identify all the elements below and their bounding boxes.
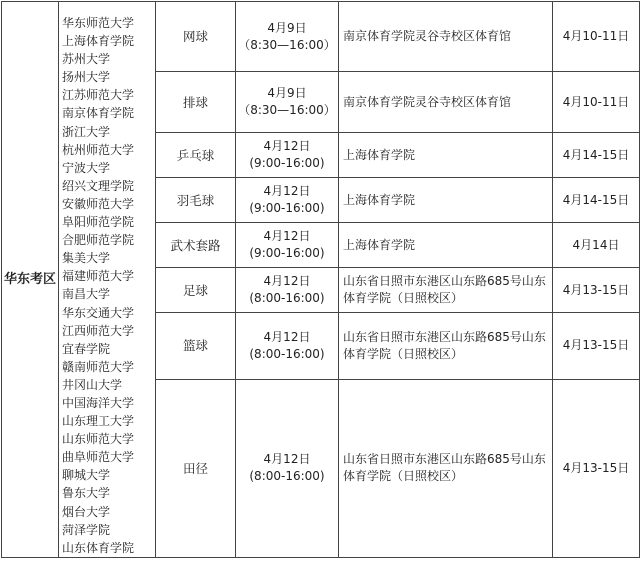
venue-cell: 南京体育学院灵谷寺校区体育馆 xyxy=(339,2,553,72)
exam-dates-cell: 4月13-15日 xyxy=(553,379,640,557)
exam-dates-cell: 4月10-11日 xyxy=(553,2,640,72)
school-name: 合肥师范学院 xyxy=(62,233,135,248)
school-name: 华东交通大学 xyxy=(62,305,135,320)
school-name: 集美大学 xyxy=(62,251,111,266)
school-name: 阜阳师范学院 xyxy=(62,215,135,230)
school-name: 鲁东大学 xyxy=(62,486,111,501)
school-name: 宜春学院 xyxy=(62,341,111,356)
school-list-cell xyxy=(59,2,156,558)
school-name: 华东师范大学 xyxy=(62,16,135,30)
venue-cell: 上海体育学院 xyxy=(339,178,553,223)
venue-cell: 山东省日照市东港区山东路685号山东体育学院（日照校区） xyxy=(339,313,553,379)
school-name: 山东理工大学 xyxy=(62,414,135,429)
exam-dates-cell: 4月14日 xyxy=(553,223,640,268)
time-text: （8:30—16:00） xyxy=(238,103,336,118)
sport-cell: 田径 xyxy=(156,379,236,557)
date-text: 4月9日 xyxy=(267,86,307,101)
school-name: 南昌大学 xyxy=(62,287,111,302)
school-name: 绍兴文理学院 xyxy=(62,178,135,193)
time-text: (8:00-16:00) xyxy=(249,291,325,306)
venue-cell: 上海体育学院 xyxy=(339,133,553,178)
school-name: 安徽师范大学 xyxy=(62,196,135,211)
school-name: 江苏师范大学 xyxy=(62,88,135,103)
date-text: 4月12日 xyxy=(263,329,311,344)
school-name: 井冈山大学 xyxy=(62,377,123,392)
school-name: 福建师范大学 xyxy=(62,269,135,284)
venue-cell: 山东省日照市东港区山东路685号山东体育学院（日照校区） xyxy=(339,268,553,313)
date-text: 4月12日 xyxy=(263,229,311,244)
time-cell xyxy=(236,268,339,313)
school-name: 浙江大学 xyxy=(62,124,111,139)
time-text: (9:00-16:00) xyxy=(249,201,325,216)
time-cell xyxy=(236,223,339,268)
school-name: 扬州大学 xyxy=(62,70,111,85)
time-cell xyxy=(236,379,339,557)
sport-cell: 篮球 xyxy=(156,313,236,379)
time-cell xyxy=(236,2,339,72)
time-cell xyxy=(236,178,339,223)
school-name: 山东师范大学 xyxy=(62,432,135,447)
exam-dates-cell: 4月13-15日 xyxy=(553,268,640,313)
sport-cell: 足球 xyxy=(156,268,236,313)
sport-cell: 武术套路 xyxy=(156,223,236,268)
school-name: 苏州大学 xyxy=(62,52,111,67)
school-name: 上海体育学院 xyxy=(62,34,135,49)
time-text: （8:30—16:00） xyxy=(238,37,336,52)
school-name: 宁波大学 xyxy=(62,160,111,175)
region-cell: 华东考区 xyxy=(2,2,59,558)
school-name: 菏泽学院 xyxy=(62,522,111,537)
date-text: 4月9日 xyxy=(267,20,307,35)
school-name: 江西师范大学 xyxy=(62,323,135,338)
sport-cell: 排球 xyxy=(156,72,236,133)
school-name: 聊城大学 xyxy=(62,468,111,483)
exam-dates-cell: 4月10-11日 xyxy=(553,72,640,133)
school-name: 南京体育学院 xyxy=(62,106,135,121)
time-cell xyxy=(236,313,339,379)
school-name: 赣南师范大学 xyxy=(62,359,135,374)
venue-cell: 山东省日照市东港区山东路685号山东体育学院（日照校区） xyxy=(339,379,553,557)
school-name: 山东体育学院 xyxy=(62,540,135,555)
time-text: (8:00-16:00) xyxy=(249,346,325,361)
time-text: (8:00-16:00) xyxy=(249,469,325,484)
school-name: 中国海洋大学 xyxy=(62,395,135,410)
date-text: 4月12日 xyxy=(263,452,311,467)
date-text: 4月12日 xyxy=(263,184,311,199)
sport-cell: 网球 xyxy=(156,2,236,72)
time-text: (9:00-16:00) xyxy=(249,246,325,261)
venue-cell: 上海体育学院 xyxy=(339,223,553,268)
exam-dates-cell: 4月13-15日 xyxy=(553,313,640,379)
sport-cell: 乒乓球 xyxy=(156,133,236,178)
school-name: 杭州师范大学 xyxy=(62,142,135,157)
school-name: 烟台大学 xyxy=(62,504,111,519)
table-row xyxy=(2,2,640,72)
venue-cell: 南京体育学院灵谷寺校区体育馆 xyxy=(339,72,553,133)
school-name: 曲阜师范大学 xyxy=(62,450,135,465)
time-cell xyxy=(236,72,339,133)
exam-dates-cell: 4月14-15日 xyxy=(553,178,640,223)
date-text: 4月12日 xyxy=(263,139,311,154)
time-text: (9:00-16:00) xyxy=(249,156,325,171)
exam-schedule-table-wrapper xyxy=(1,1,640,558)
time-cell xyxy=(236,133,339,178)
date-text: 4月12日 xyxy=(263,274,311,289)
exam-dates-cell: 4月14-15日 xyxy=(553,133,640,178)
exam-schedule-table xyxy=(1,1,640,558)
sport-cell: 羽毛球 xyxy=(156,178,236,223)
